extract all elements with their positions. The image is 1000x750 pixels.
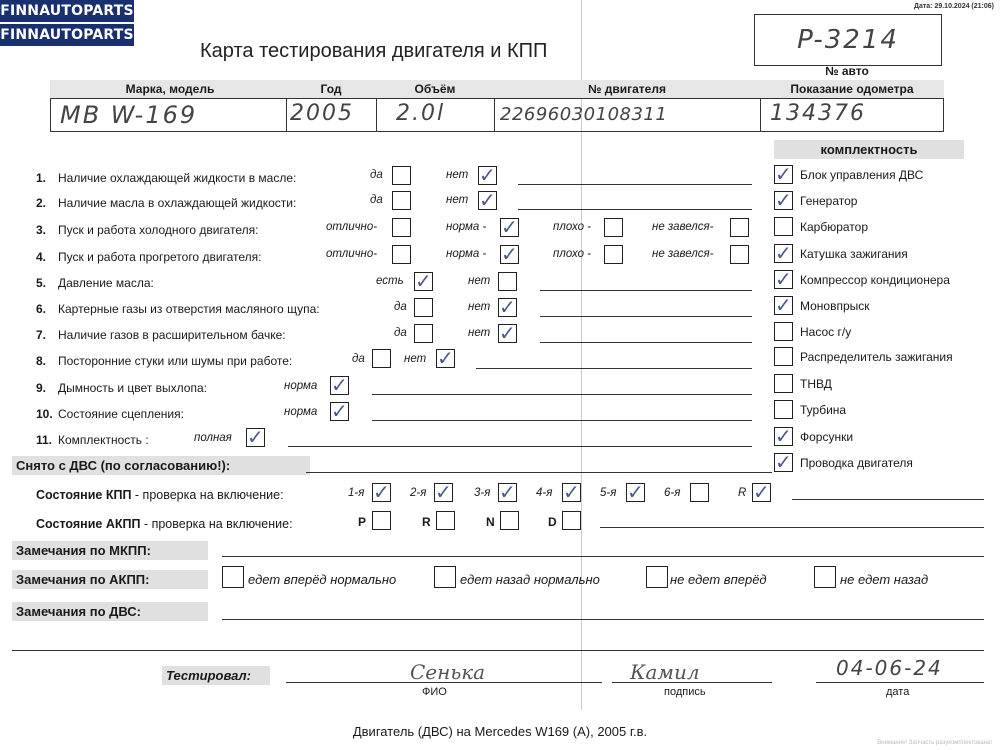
- car-number-label: № авто: [825, 64, 869, 78]
- q6-text: Картерные газы из отверстия масляного щупа:: [58, 302, 320, 316]
- kit-title: комплектность: [774, 140, 964, 159]
- gear-2-label: 2-я: [410, 487, 427, 499]
- q11-full-checkbox[interactable]: ✓: [247, 425, 264, 449]
- kpp-label: Состояние КПП - проверка на включение:: [36, 488, 284, 502]
- q4-excellent-checkbox[interactable]: [392, 245, 411, 264]
- remarks-dvs-label: Замечания по ДВС:: [12, 602, 208, 621]
- gear-6-label: 6-я: [664, 487, 681, 499]
- akpp-label: Состояние АКПП - проверка на включение:: [36, 517, 293, 531]
- date-value: 04-06-24: [836, 656, 943, 680]
- q5-no-checkbox[interactable]: [498, 272, 517, 291]
- gear-1-label: 1-я: [348, 487, 365, 499]
- q9-opt-normal: норма: [284, 380, 318, 392]
- gear-3-checkbox[interactable]: ✓: [499, 480, 516, 504]
- q3-opt-normal: норма -: [446, 221, 487, 233]
- q2-text: Наличие масла в охлаждающей жидкости:: [58, 196, 297, 210]
- logo-1: FINNAUTOPARTS: [0, 0, 134, 22]
- gear-4-checkbox[interactable]: ✓: [563, 480, 580, 504]
- removed-label: Снято с ДВС (по согласованию!):: [12, 456, 310, 475]
- q1-num: 1.: [36, 171, 47, 185]
- akpp-fwd-label: едет вперёд нормально: [248, 572, 397, 587]
- car-number-value: P-3214: [797, 25, 899, 55]
- kit-monoinjection-checkbox[interactable]: ✓: [775, 293, 792, 317]
- kit-coil-checkbox[interactable]: ✓: [775, 241, 792, 265]
- date-stamp: Дата: 29.10.2024 (21:06): [913, 3, 994, 10]
- q10-text: Состояние сцепления:: [58, 407, 184, 421]
- tested-label: Тестировал:: [162, 666, 270, 685]
- q7-opt-yes: да: [394, 327, 407, 339]
- gear-5-checkbox[interactable]: ✓: [627, 480, 644, 504]
- q4-bad-checkbox[interactable]: [604, 245, 623, 264]
- akpp-noback-checkbox[interactable]: [814, 566, 836, 588]
- remarks-akpp-label: Замечания по АКПП:: [12, 570, 208, 589]
- q5-text: Давление масла:: [58, 276, 154, 290]
- logo-2: FINNAUTOPARTS: [0, 24, 134, 46]
- year-label: Год: [320, 82, 342, 96]
- mode-r-checkbox[interactable]: [436, 511, 455, 530]
- signature: Камил: [630, 660, 700, 684]
- mode-n-label: N: [486, 515, 495, 529]
- gear-r-checkbox[interactable]: ✓: [753, 480, 770, 504]
- kit-coil-label: Катушка зажигания: [800, 247, 908, 261]
- q6-num: 6.: [36, 302, 47, 316]
- year-value: 2005: [290, 101, 354, 126]
- q4-opt-normal: норма -: [446, 248, 487, 260]
- q6-yes-checkbox[interactable]: [414, 298, 433, 317]
- q6-opt-no: нет: [468, 301, 491, 313]
- q4-num: 4.: [36, 250, 47, 264]
- q6-opt-yes: да: [394, 301, 407, 313]
- q3-nostart-checkbox[interactable]: [730, 218, 749, 237]
- q5-yes-checkbox[interactable]: ✓: [415, 269, 432, 293]
- gear-3-label: 3-я: [474, 487, 491, 499]
- kit-distributor-checkbox[interactable]: [774, 347, 793, 366]
- mode-r-label: R: [422, 515, 431, 529]
- q3-normal-checkbox[interactable]: ✓: [501, 215, 518, 239]
- akpp-back-checkbox[interactable]: [434, 566, 456, 588]
- gear-r-label: R: [738, 487, 747, 499]
- q5-num: 5.: [36, 276, 47, 290]
- q9-normal-checkbox[interactable]: ✓: [331, 373, 348, 397]
- akpp-back-label: едет назад нормально: [460, 572, 600, 587]
- kit-distributor-label: Распределитель зажигания: [800, 350, 953, 364]
- q3-excellent-checkbox[interactable]: [392, 218, 411, 237]
- q4-opt-bad: плохо -: [553, 248, 591, 260]
- kit-carburetor-checkbox[interactable]: [774, 217, 793, 236]
- kit-wiring-checkbox[interactable]: ✓: [775, 450, 792, 474]
- q1-opt-no: нет: [446, 169, 469, 181]
- odometer-label: Показание одометра: [790, 82, 914, 96]
- q5-opt-yes: есть: [376, 275, 404, 287]
- q5-opt-no: нет: [468, 275, 491, 287]
- q7-no-checkbox[interactable]: ✓: [499, 321, 516, 345]
- q4-nostart-checkbox[interactable]: [730, 245, 749, 264]
- kit-ecu-label: Блок управления ДВС: [800, 168, 924, 182]
- q9-num: 9.: [36, 381, 47, 395]
- q1-text: Наличие охлаждающей жидкости в масле:: [58, 171, 297, 185]
- q10-num: 10.: [36, 407, 53, 421]
- akpp-fwd-checkbox[interactable]: [222, 566, 244, 588]
- kit-monoinjection-label: Моновпрыск: [800, 299, 870, 313]
- akpp-noback-label: не едет назад: [840, 572, 929, 587]
- q4-normal-checkbox[interactable]: ✓: [501, 242, 518, 266]
- q4-opt-excellent: отлично-: [326, 248, 378, 260]
- mode-p-checkbox[interactable]: [372, 511, 391, 530]
- q8-opt-no: нет: [404, 353, 427, 365]
- q8-num: 8.: [36, 354, 47, 368]
- akpp-nofwd-checkbox[interactable]: [646, 566, 668, 588]
- q3-num: 3.: [36, 223, 47, 237]
- q1-opt-yes: да: [370, 169, 383, 181]
- kit-injectors-checkbox[interactable]: ✓: [775, 424, 792, 448]
- q2-opt-no: нет: [446, 194, 469, 206]
- q10-opt-normal: норма: [284, 406, 318, 418]
- form-title: Карта тестирования двигателя и КПП: [200, 40, 548, 62]
- q9-text: Дымность и цвет выхлопа:: [58, 381, 207, 395]
- kit-turbo-checkbox[interactable]: [774, 400, 793, 419]
- engine-number-value: 22696030108311: [500, 104, 668, 125]
- kit-pump-checkbox[interactable]: [774, 322, 793, 341]
- odometer-value: 134376: [770, 101, 866, 126]
- q3-text: Пуск и работа холодного двигателя:: [58, 223, 259, 237]
- q2-opt-yes: да: [370, 194, 383, 206]
- kit-generator-label: Генератор: [800, 194, 858, 208]
- q2-no-checkbox[interactable]: ✓: [479, 188, 496, 212]
- q7-text: Наличие газов в расширительном бачке:: [58, 328, 286, 342]
- mode-d-checkbox[interactable]: [562, 511, 581, 530]
- q8-yes-checkbox[interactable]: [372, 349, 391, 368]
- q7-yes-checkbox[interactable]: [414, 324, 433, 343]
- q11-text: Комплектность :: [58, 433, 149, 447]
- q7-opt-no: нет: [468, 327, 491, 339]
- date-label: дата: [886, 686, 910, 698]
- volume-value: 2.0l: [396, 101, 446, 126]
- kit-tnvd-label: ТНВД: [800, 377, 832, 391]
- fio-handwriting: Сенька: [410, 660, 486, 684]
- q1-yes-checkbox[interactable]: [392, 166, 411, 185]
- kit-ac-label: Компрессор кондиционера: [800, 273, 950, 287]
- kit-carburetor-label: Карбюратор: [800, 220, 869, 234]
- kit-generator-checkbox[interactable]: ✓: [775, 188, 792, 212]
- gear-6-checkbox[interactable]: [690, 483, 709, 502]
- q6-no-checkbox[interactable]: ✓: [499, 295, 516, 319]
- q8-text: Посторонние стуки или шумы при работе:: [58, 354, 293, 368]
- mode-d-label: D: [548, 515, 557, 529]
- kit-injectors-label: Форсунки: [800, 430, 854, 444]
- kit-ecu-checkbox[interactable]: ✓: [775, 162, 792, 186]
- car-number-box: [754, 14, 942, 66]
- q11-opt-full: полная: [194, 432, 232, 444]
- mode-p-label: P: [358, 515, 367, 529]
- caption: Двигатель (ДВС) на Mercedes W169 (A), 2005 г.в.: [352, 724, 648, 739]
- q8-opt-yes: да: [352, 353, 365, 365]
- make-value: MB W-169: [60, 101, 198, 129]
- sign-label: подпись: [664, 686, 706, 698]
- q3-opt-excellent: отлично-: [326, 221, 378, 233]
- q4-text: Пуск и работа прогретого двигателя:: [58, 250, 262, 264]
- kit-turbo-label: Турбина: [800, 403, 847, 417]
- kit-ac-checkbox[interactable]: ✓: [775, 267, 792, 291]
- engine-number-label: № двигателя: [588, 82, 666, 96]
- gear-4-label: 4-я: [536, 487, 553, 499]
- gear-2-checkbox[interactable]: ✓: [435, 480, 452, 504]
- q4-opt-nostart: не завелся-: [652, 248, 714, 260]
- q3-bad-checkbox[interactable]: [604, 218, 623, 237]
- q7-num: 7.: [36, 328, 47, 342]
- q3-opt-bad: плохо -: [553, 221, 591, 233]
- q8-no-checkbox[interactable]: ✓: [437, 346, 454, 370]
- mode-n-checkbox[interactable]: [500, 511, 519, 530]
- akpp-nofwd-label: не едет вперёд: [670, 572, 767, 587]
- q10-normal-checkbox[interactable]: ✓: [331, 399, 348, 423]
- kit-tnvd-checkbox[interactable]: [774, 374, 793, 393]
- kit-pump-label: Насос г/у: [800, 325, 852, 339]
- q3-opt-nostart: не завелся-: [652, 221, 714, 233]
- fio-label: ФИО: [422, 686, 447, 698]
- q2-num: 2.: [36, 196, 47, 210]
- remarks-mkpp-label: Замечания по МКПП:: [12, 541, 208, 560]
- make-label: Марка, модель: [125, 82, 215, 96]
- gear-5-label: 5-я: [600, 487, 617, 499]
- q11-num: 11.: [36, 433, 53, 447]
- q2-yes-checkbox[interactable]: [392, 191, 411, 210]
- kit-wiring-label: Проводка двигателя: [800, 456, 913, 470]
- gear-1-checkbox[interactable]: ✓: [373, 480, 390, 504]
- q1-no-checkbox[interactable]: ✓: [479, 163, 496, 187]
- watermark: Внимание! Запчасть разукомплектована!: [877, 740, 992, 746]
- volume-label: Объём: [414, 82, 456, 96]
